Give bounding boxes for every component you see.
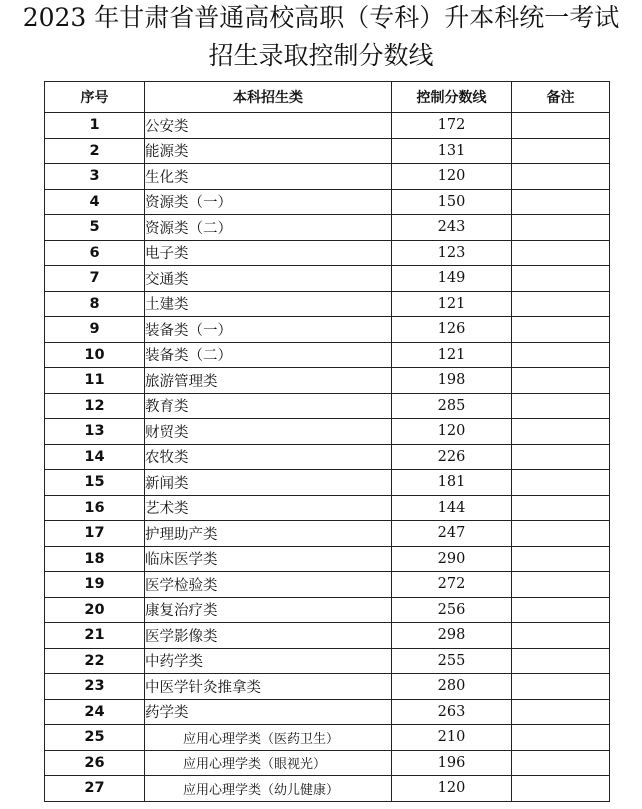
row-score: 280	[392, 674, 512, 700]
row-score: 149	[392, 266, 512, 292]
row-number: 20	[45, 597, 145, 623]
table-row	[45, 648, 610, 674]
row-category: 应用心理学类（医药卫生）	[145, 725, 392, 751]
score-table	[44, 81, 610, 802]
row-score: 256	[392, 597, 512, 623]
table-row	[45, 750, 610, 776]
row-number: 11	[45, 368, 145, 394]
row-score: 196	[392, 750, 512, 776]
row-note	[512, 470, 610, 496]
row-number: 16	[45, 495, 145, 521]
row-number: 7	[45, 266, 145, 292]
row-score: 120	[392, 419, 512, 445]
table-header-row	[45, 82, 610, 113]
row-score: 181	[392, 470, 512, 496]
table-row	[45, 597, 610, 623]
header-no: 序号	[45, 82, 145, 113]
row-category: 财贸类	[145, 419, 392, 445]
row-note	[512, 291, 610, 317]
table-row	[45, 113, 610, 139]
table-row	[45, 317, 610, 343]
row-number: 19	[45, 572, 145, 598]
table-row	[45, 495, 610, 521]
row-score: 272	[392, 572, 512, 598]
row-score: 121	[392, 342, 512, 368]
row-number: 1	[45, 113, 145, 139]
row-note	[512, 776, 610, 802]
row-score: 243	[392, 215, 512, 241]
row-note	[512, 725, 610, 751]
header-score: 控制分数线	[392, 82, 512, 113]
row-category: 装备类（一）	[145, 317, 392, 343]
row-number: 25	[45, 725, 145, 751]
row-score: 120	[392, 776, 512, 802]
row-number: 6	[45, 240, 145, 266]
table-row	[45, 546, 610, 572]
row-category: 土建类	[145, 291, 392, 317]
row-category: 医学检验类	[145, 572, 392, 598]
table-row	[45, 674, 610, 700]
row-score: 198	[392, 368, 512, 394]
row-number: 9	[45, 317, 145, 343]
row-note	[512, 393, 610, 419]
row-category: 应用心理学类（眼视光）	[145, 750, 392, 776]
header-category: 本科招生类	[145, 82, 392, 113]
row-number: 12	[45, 393, 145, 419]
row-number: 14	[45, 444, 145, 470]
row-number: 18	[45, 546, 145, 572]
row-score: 263	[392, 699, 512, 725]
table-row	[45, 419, 610, 445]
row-category: 公安类	[145, 113, 392, 139]
row-note	[512, 597, 610, 623]
row-note	[512, 138, 610, 164]
row-category: 新闻类	[145, 470, 392, 496]
row-category: 交通类	[145, 266, 392, 292]
row-number: 8	[45, 291, 145, 317]
table-row	[45, 342, 610, 368]
row-category: 教育类	[145, 393, 392, 419]
header-note: 备注	[512, 82, 610, 113]
row-category: 药学类	[145, 699, 392, 725]
row-note	[512, 342, 610, 368]
table-row	[45, 240, 610, 266]
table-body	[45, 113, 610, 802]
row-number: 13	[45, 419, 145, 445]
row-number: 5	[45, 215, 145, 241]
row-score: 126	[392, 317, 512, 343]
row-note	[512, 623, 610, 649]
row-number: 2	[45, 138, 145, 164]
row-category: 资源类（一）	[145, 189, 392, 215]
row-score: 255	[392, 648, 512, 674]
row-note	[512, 572, 610, 598]
row-number: 15	[45, 470, 145, 496]
row-note	[512, 240, 610, 266]
row-number: 17	[45, 521, 145, 547]
row-category: 资源类（二）	[145, 215, 392, 241]
document-title-line1: 2023 年甘肃省普通高校高职（专科）升本科统一考试	[22, 3, 620, 32]
row-number: 27	[45, 776, 145, 802]
row-number: 23	[45, 674, 145, 700]
row-score: 172	[392, 113, 512, 139]
table-row	[45, 470, 610, 496]
row-number: 21	[45, 623, 145, 649]
table-row	[45, 164, 610, 190]
row-note	[512, 648, 610, 674]
table-row	[45, 266, 610, 292]
table-row	[45, 189, 610, 215]
row-category: 旅游管理类	[145, 368, 392, 394]
row-number: 24	[45, 699, 145, 725]
row-note	[512, 674, 610, 700]
row-score: 120	[392, 164, 512, 190]
row-note	[512, 750, 610, 776]
table-row	[45, 291, 610, 317]
row-category: 装备类（二）	[145, 342, 392, 368]
row-score: 247	[392, 521, 512, 547]
table-row	[45, 215, 610, 241]
row-note	[512, 317, 610, 343]
row-note	[512, 189, 610, 215]
row-number: 26	[45, 750, 145, 776]
row-category: 医学影像类	[145, 623, 392, 649]
row-category: 临床医学类	[145, 546, 392, 572]
row-score: 210	[392, 725, 512, 751]
table-row	[45, 776, 610, 802]
row-category: 应用心理学类（幼儿健康）	[145, 776, 392, 802]
table-row	[45, 725, 610, 751]
table-row	[45, 138, 610, 164]
row-score: 144	[392, 495, 512, 521]
table-row	[45, 521, 610, 547]
table-row	[45, 368, 610, 394]
row-category: 护理助产类	[145, 521, 392, 547]
row-category: 农牧类	[145, 444, 392, 470]
row-category: 电子类	[145, 240, 392, 266]
row-note	[512, 266, 610, 292]
row-note	[512, 546, 610, 572]
row-number: 22	[45, 648, 145, 674]
row-score: 150	[392, 189, 512, 215]
row-score: 121	[392, 291, 512, 317]
row-category: 康复治疗类	[145, 597, 392, 623]
row-note	[512, 495, 610, 521]
row-score: 226	[392, 444, 512, 470]
row-category: 中医学针灸推拿类	[145, 674, 392, 700]
row-note	[512, 164, 610, 190]
row-note	[512, 215, 610, 241]
row-note	[512, 521, 610, 547]
row-note	[512, 368, 610, 394]
row-note	[512, 113, 610, 139]
row-number: 4	[45, 189, 145, 215]
row-score: 285	[392, 393, 512, 419]
table-row	[45, 393, 610, 419]
row-note	[512, 419, 610, 445]
row-number: 10	[45, 342, 145, 368]
row-score: 290	[392, 546, 512, 572]
table-row	[45, 572, 610, 598]
document-title-line2: 招生录取控制分数线	[208, 41, 434, 70]
row-score: 131	[392, 138, 512, 164]
row-score: 298	[392, 623, 512, 649]
row-category: 生化类	[145, 164, 392, 190]
row-score: 123	[392, 240, 512, 266]
row-category: 中药学类	[145, 648, 392, 674]
row-note	[512, 699, 610, 725]
row-note	[512, 444, 610, 470]
table-row	[45, 699, 610, 725]
row-category: 艺术类	[145, 495, 392, 521]
row-number: 3	[45, 164, 145, 190]
table-row	[45, 444, 610, 470]
row-category: 能源类	[145, 138, 392, 164]
table-row	[45, 623, 610, 649]
